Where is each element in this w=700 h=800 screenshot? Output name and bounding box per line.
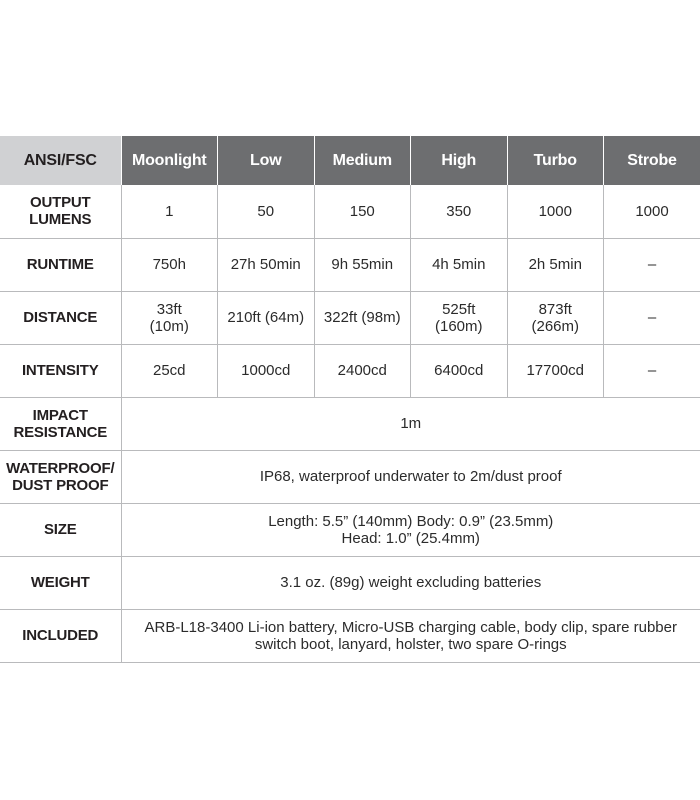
cell-distance-medium: 322ft (98m)	[314, 291, 411, 344]
row-label-included: INCLUDED	[0, 609, 121, 662]
row-label-weight: WEIGHT	[0, 556, 121, 609]
cell-output-turbo: 1000	[507, 185, 604, 238]
cell-output-moonlight: 1	[121, 185, 218, 238]
table-row-included	[0, 609, 700, 662]
table-row-intensity	[0, 344, 700, 397]
mode-header-medium: Medium	[314, 136, 411, 185]
row-label-output: OUTPUT LUMENS	[29, 194, 92, 229]
cell-intensity-strobe: –	[604, 344, 700, 397]
cell-output-high: 350	[411, 185, 508, 238]
cell-intensity-high: 6400cd	[411, 344, 508, 397]
cell-runtime-medium: 9h 55min	[314, 238, 411, 291]
cell-runtime-strobe: –	[604, 238, 700, 291]
table-row-runtime	[0, 238, 700, 291]
mode-header-low: Low	[218, 136, 315, 185]
table-row-waterproof	[0, 450, 700, 503]
cell-output-strobe: 1000	[604, 185, 700, 238]
cell-distance-low: 210ft (64m)	[218, 291, 315, 344]
cell-distance-moonlight: 33ft (10m)	[121, 291, 218, 344]
table-row-distance	[0, 291, 700, 344]
cell-runtime-turbo: 2h 5min	[507, 238, 604, 291]
cell-distance-strobe: –	[604, 291, 700, 344]
mode-header-moonlight: Moonlight	[121, 136, 218, 185]
row-label-distance: DISTANCE	[0, 291, 121, 344]
table-row-weight	[0, 556, 700, 609]
cell-included-value: ARB-L18-3400 Li-ion battery, Micro-USB charging cable, body clip, spare rubber switch boot, lanyard, holster, two spare O-rings	[121, 609, 700, 662]
cell-distance-high: 525ft (160m)	[411, 291, 508, 344]
table-row-impact	[0, 397, 700, 450]
row-label-intensity: INTENSITY	[0, 344, 121, 397]
cell-size-value: Length: 5.5” (140mm) Body: 0.9” (23.5mm) Head: 1.0” (25.4mm)	[121, 503, 700, 556]
cell-intensity-low: 1000cd	[218, 344, 315, 397]
cell-runtime-high: 4h 5min	[411, 238, 508, 291]
row-label-impact: IMPACT RESISTANCE	[0, 397, 121, 450]
cell-output-medium: 150	[314, 185, 411, 238]
cell-intensity-medium: 2400cd	[314, 344, 411, 397]
cell-impact-value: 1m	[121, 397, 700, 450]
cell-weight-value: 3.1 oz. (89g) weight excluding batteries	[121, 556, 700, 609]
cell-intensity-turbo: 17700cd	[507, 344, 604, 397]
spec-table	[0, 136, 700, 663]
table-row-output	[0, 185, 700, 238]
mode-header-strobe: Strobe	[604, 136, 700, 185]
cell-waterproof-value: IP68, waterproof underwater to 2m/dust proof	[121, 450, 700, 503]
table-row-size	[0, 503, 700, 556]
cell-runtime-low: 27h 50min	[218, 238, 315, 291]
mode-header-turbo: Turbo	[507, 136, 604, 185]
row-label-runtime: RUNTIME	[0, 238, 121, 291]
cell-runtime-moonlight: 750h	[121, 238, 218, 291]
cell-distance-turbo: 873ft (266m)	[507, 291, 604, 344]
cell-intensity-moonlight: 25cd	[121, 344, 218, 397]
mode-header-high: High	[411, 136, 508, 185]
row-label-size: SIZE	[0, 503, 121, 556]
header-corner-label: ANSI/FSC	[0, 136, 121, 185]
row-label-waterproof: WATERPROOF/ DUST PROOF	[0, 450, 121, 503]
header-row	[0, 136, 700, 185]
cell-output-low: 50	[218, 185, 315, 238]
